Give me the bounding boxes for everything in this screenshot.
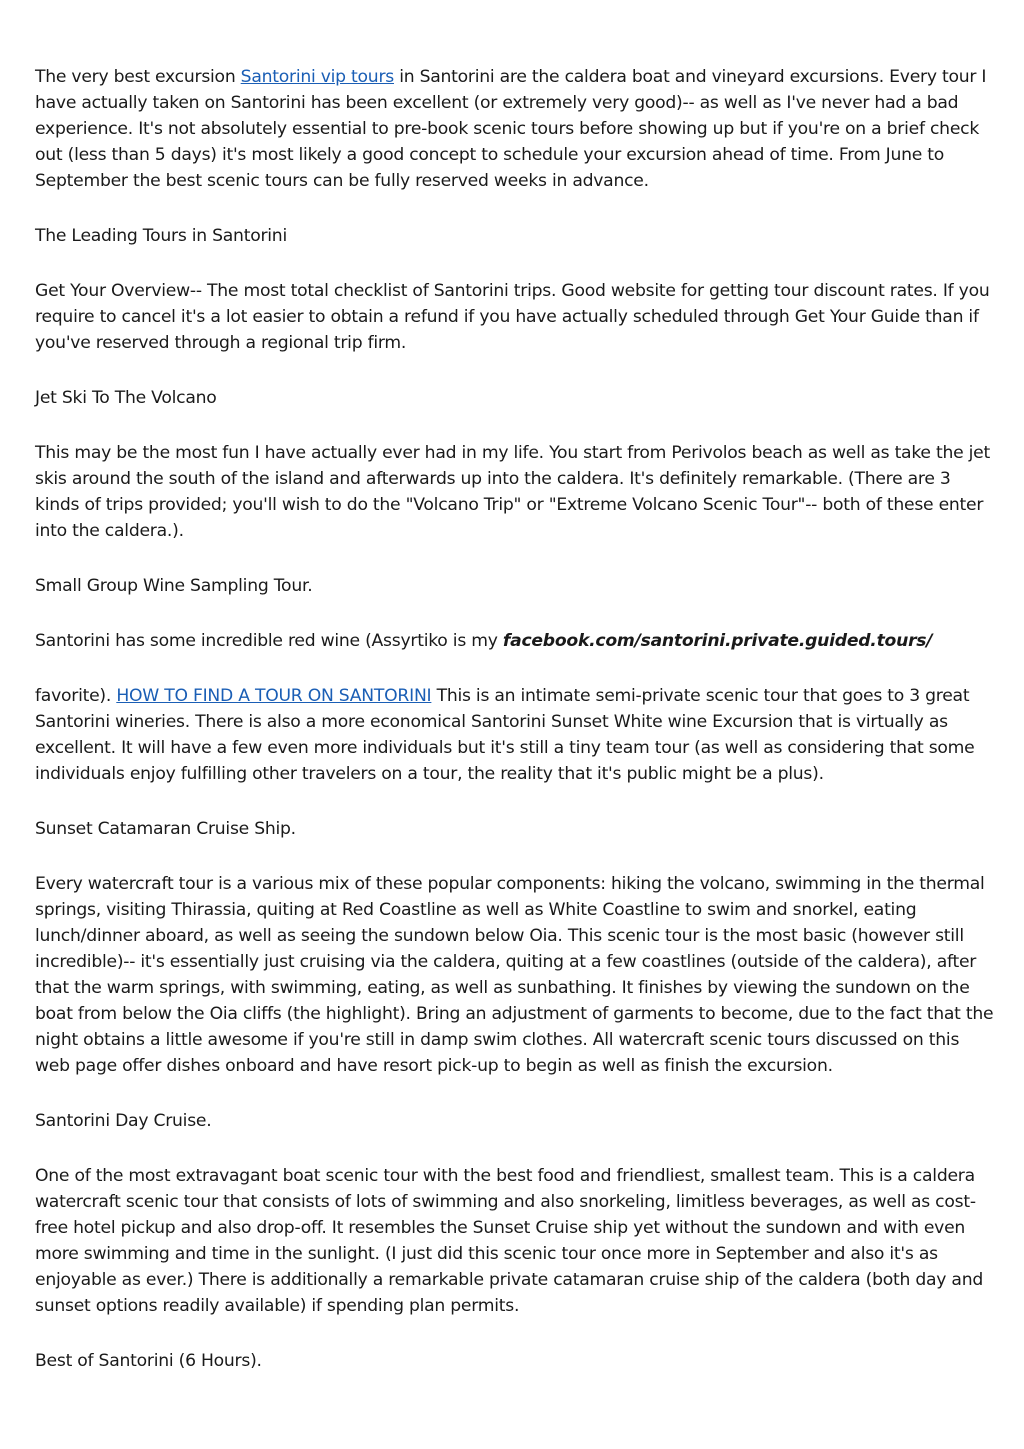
wine-intro-text: Santorini has some incredible red wine (Assyrtiko is my [35, 631, 503, 651]
intro-text-end: in Santorini are the caldera boat and vineyard excursions. Every tour I have actually taken on Santorini has been excellent (or extremely very good)-- as well as I've never had a bad experience. It's not absolutely essential to pre-book scenic tours before showing up but if you're on a brief check out (less than 5 days) it's most likely a good concept to schedule your excursion ahead of time. From June to September the best scenic tours can be fully reserved weeks in advance. [35, 67, 987, 191]
section-heading-leading-tours: The Leading Tours in Santorini [35, 226, 287, 246]
sunset-catamaran-paragraph: Every watercraft tour is a various mix of these popular components: hiking the volcano, swimming in the thermal springs, visiting Thirassia, quiting at Red Coastline as well as White Coastline to swim and snorkel, eating lunch/dinner aboard, as well as seeing the sundown below Oia. This scenic tour is the most basic (however still incredible)-- it's essentially just cruising via the caldera, quiting at a few coastlines (outside of the caldera), after that the warm springs, with swimming, eating, as well as sunbathing. It finishes by viewing the sundown on the boat from below the Oia cliffs (the highlight). Bring an adjustment of garments to become, due to the fact that the night obtains a little awesome if you're still in damp swim clothes. All watercraft scenic tours discussed on this web page offer dishes onboard and have resort pick-up to begin as well as finish the excursion. [35, 874, 994, 1076]
section-heading-jet-ski: Jet Ski To The Volcano [35, 388, 217, 408]
intro-paragraph [35, 64, 995, 194]
intro-text-start: The very best excursion [35, 67, 241, 87]
section-heading-best-of-santorini: Best of Santorini (6 Hours). [35, 1351, 262, 1371]
section-heading-sunset-catamaran: Sunset Catamaran Cruise Ship. [35, 819, 296, 839]
facebook-url-text: facebook.com/santorini.private.guided.tours/ [502, 631, 933, 651]
wine-intro-paragraph [35, 628, 995, 654]
document-body [35, 64, 995, 1403]
wine-tour-text-end: This is an intimate semi-private scenic tour that goes to 3 great Santorini wineries. There is also a more economical Santorini Sunset White wine Excursion that is virtually as excellent. It will have a few even more individuals but it's still a tiny team tour (as well as considering that some individuals enjoy fulfilling other travelers on a tour, the reality that it's public might be a plus). [35, 686, 975, 784]
wine-tour-text-start: favorite). [35, 686, 117, 706]
section-heading-day-cruise: Santorini Day Cruise. [35, 1111, 212, 1131]
santorini-vip-tours-link[interactable]: Santorini vip tours [240, 67, 394, 87]
wine-tour-paragraph [35, 683, 995, 787]
day-cruise-paragraph: One of the most extravagant boat scenic tour with the best food and friendliest, smallest team. This is a caldera watercraft scenic tour that consists of lots of swimming and also snorkeling, limitless beverages, as well as cost-free hotel pickup and also drop-off. It resembles the Sunset Cruise ship yet without the sundown and with even more swimming and time in the sunlight. (I just did this scenic tour once more in September and also it's as enjoyable as ever.) There is additionally a remarkable private catamaran cruise ship of the caldera (both day and sunset options readily available) if spending plan permits. [35, 1166, 984, 1316]
jet-ski-paragraph: This may be the most fun I have actually ever had in my life. You start from Perivolos beach as well as take the jet skis around the south of the island and afterwards up into the caldera. It's definitely remarkable. (There are 3 kinds of trips provided; you'll wish to do the "Volcano Trip" or "Extreme Volcano Scenic Tour"-- both of these enter into the caldera.). [35, 443, 990, 541]
how-to-find-tour-link[interactable]: HOW TO FIND A TOUR ON SANTORINI [116, 686, 432, 706]
get-your-guide-paragraph: Get Your Overview-- The most total checklist of Santorini trips. Good website for getting tour discount rates. If you require to cancel it's a lot easier to obtain a refund if you have actually scheduled through Get Your Guide than if you've reserved through a regional trip firm. [35, 281, 990, 353]
section-heading-wine-tour: Small Group Wine Sampling Tour. [35, 576, 313, 596]
